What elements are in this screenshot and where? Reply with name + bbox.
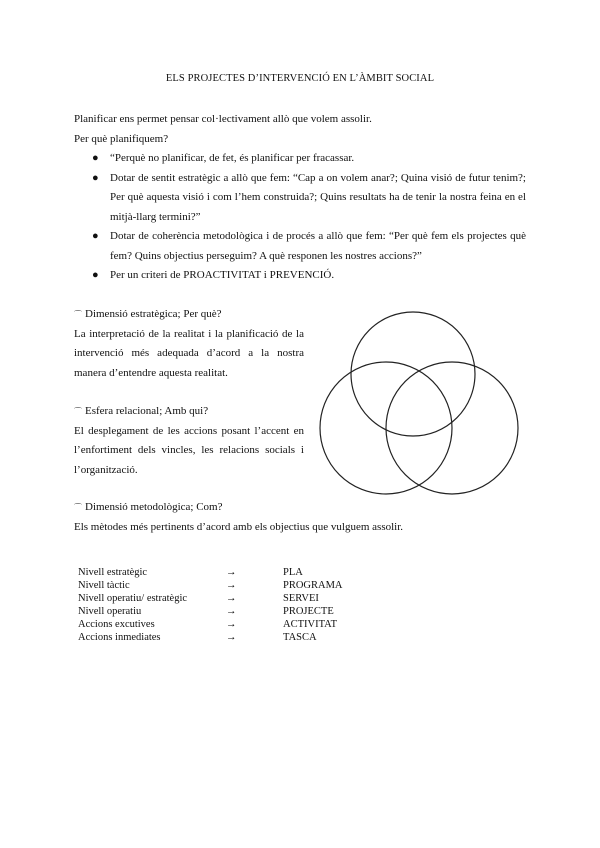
bullet-text: Per un criteri de PROACTIVITAT i PREVENCIÓ.: [110, 269, 335, 281]
level-name: Nivell tàctic: [78, 580, 130, 591]
table-row: [78, 566, 383, 579]
section-text: La interpretació de la realitat i la planificació de la intervenció més adequada d’acord a la nostra manera d’entendre aquesta realitat.: [74, 327, 304, 379]
bullet-icon: ●: [92, 269, 99, 281]
table-row: [78, 618, 383, 631]
level-name: Nivell operatiu/ estratègic: [78, 593, 188, 604]
levels-table: [78, 566, 383, 644]
venn-circle-top: [351, 312, 475, 436]
table-row: [78, 579, 383, 592]
arrow-icon: →: [226, 593, 237, 604]
section-text: Els mètodes més pertinents d’acord amb els objectius que vulguem assolir.: [74, 520, 404, 533]
arrow-icon: →: [226, 632, 237, 643]
level-name: Accions inmediates: [78, 632, 161, 643]
section-heading: Esfera relacional; Amb qui?: [85, 405, 209, 417]
bullet-icon: ●: [92, 152, 99, 164]
bullet-text: Dotar de sentit estratègic a allò que fem: “Cap a on volem anar?; Quina visió de futur tenim?; Per què aquesta visió i com l’hem construida?; Quins resultats ha de tenir la nostra feina en el mitjà-llarg termini?”: [110, 171, 526, 223]
level-result: TASCA: [283, 632, 317, 643]
arrow-icon: →: [226, 619, 237, 630]
table-row: [78, 592, 383, 605]
arrow-icon: →: [226, 606, 237, 617]
arrow-icon: →: [226, 580, 237, 591]
level-result: PROGRAMA: [283, 580, 343, 591]
section-heading: Dimensió metodològica; Com?: [85, 501, 223, 513]
table-row: [78, 605, 383, 618]
section-text: El desplegament de les accions posant l’accent en l’enfortiment dels vincles, les relacions socials i l’organització.: [74, 424, 304, 476]
level-name: Nivell estratègic: [78, 567, 148, 578]
intro-text: Planificar ens permet pensar col·lectivament allò que volem assolir.: [74, 113, 372, 125]
bullet-text: Dotar de coherència metodològica i de procés a allò que fem: “Per què fem els projectes què fem? Quins objectius perseguim? A què responen les nostres accions?”: [110, 230, 526, 262]
level-result: PLA: [283, 567, 303, 578]
arrow-icon: →: [226, 567, 237, 578]
level-result: PROJECTE: [283, 606, 334, 617]
bullet-icon: ●: [92, 171, 99, 184]
bullet-icon: ●: [92, 230, 99, 242]
marker-icon: ⌒: [74, 310, 82, 319]
bullet-text: “Perquè no planificar, de fet, és planificar per fracassar.: [110, 152, 355, 164]
level-result: ACTIVITAT: [283, 619, 337, 630]
level-name: Nivell operatiu: [78, 606, 142, 617]
section-heading: Dimensió estratègica; Per què?: [85, 308, 222, 320]
question-text: Per què planifiquem?: [74, 132, 169, 145]
level-name: Accions excutives: [78, 619, 155, 630]
table-row: [78, 631, 383, 644]
marker-icon: ⌒: [74, 407, 82, 416]
level-result: SERVEI: [283, 593, 319, 604]
page-title: ELS PROJECTES D’INTERVENCIÓ EN L’ÀMBIT SOCIAL: [165, 73, 435, 84]
marker-icon: ⌒: [74, 503, 82, 512]
